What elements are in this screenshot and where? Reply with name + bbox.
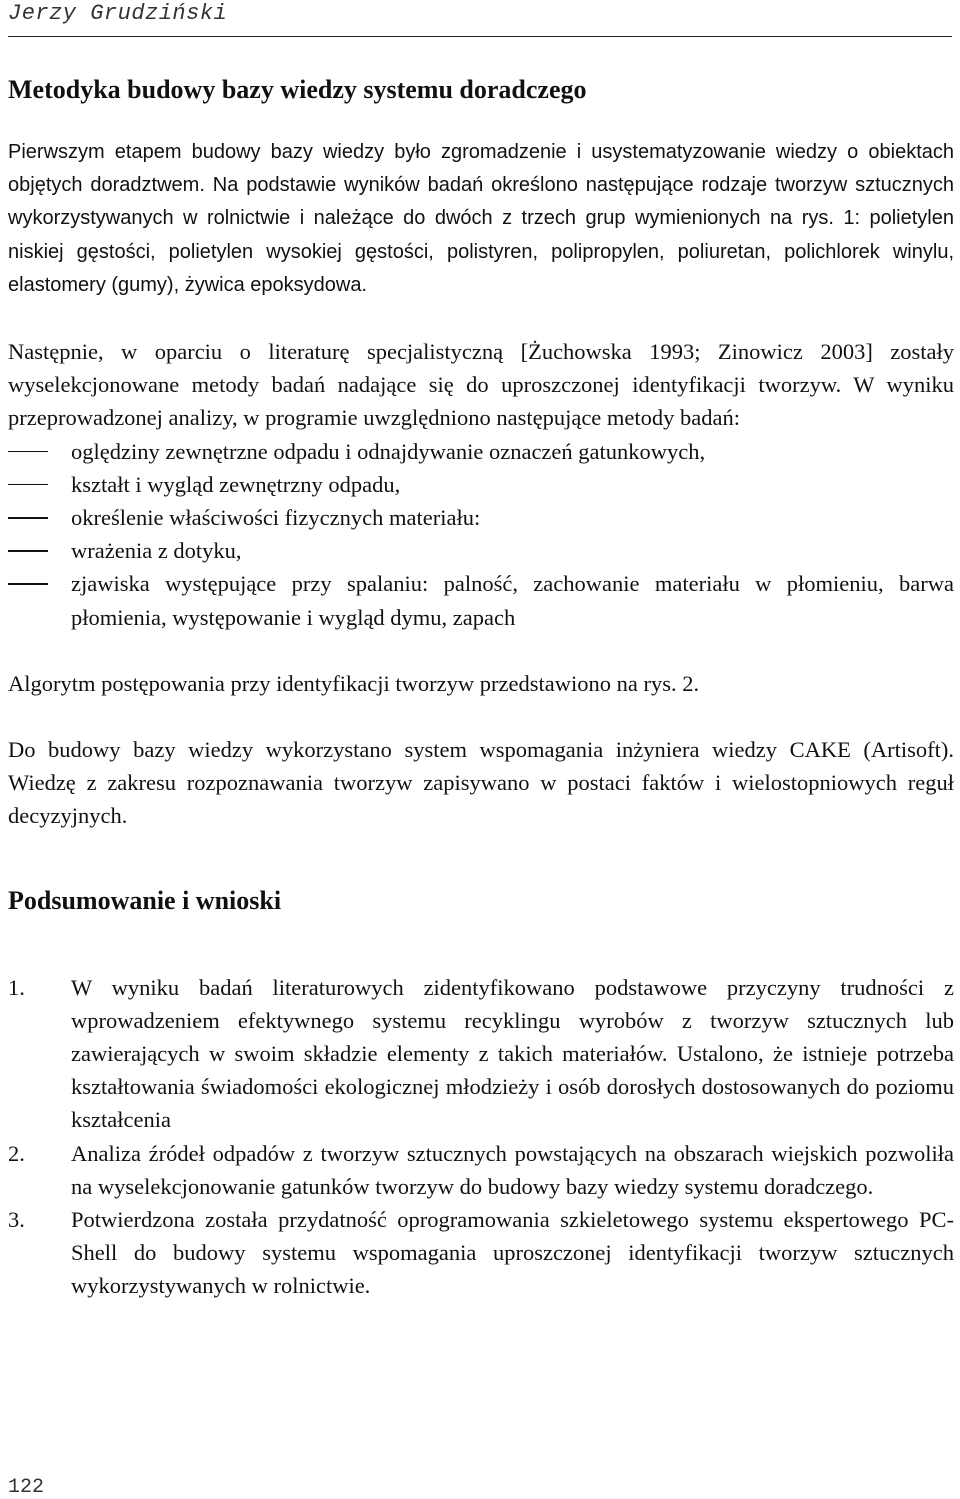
page-content: [8, 72, 954, 1303]
list-item-text: określenie właściwości fizycznych materiału:: [71, 505, 481, 531]
conclusion-text: Analiza źródeł odpadów z tworzyw sztucznych powstających na obszarach wiejskich pozwoliła na wyselekcjonowanie gatunków tworzyw do budowy bazy wiedzy systemu doradczego.: [71, 1140, 954, 1199]
dash-bullet: [8, 451, 48, 453]
list-item-text: zjawiska występujące przy spalaniu: palność, zachowanie materiału w płomieniu, barwa płomienia, występowanie i wygląd dymu, zapach: [71, 571, 954, 630]
dash-bullet: [8, 550, 48, 552]
list-item: [8, 501, 954, 534]
section-title-conclusions: Podsumowanie i wnioski: [8, 885, 282, 915]
list-item: [8, 468, 954, 501]
dash-bullet: [8, 484, 48, 486]
page-number: 122: [8, 1476, 45, 1499]
conclusion-number: 1.: [8, 974, 25, 1000]
list-item: [8, 435, 954, 468]
conclusion-item: [8, 1203, 954, 1303]
dash-bullet: [8, 517, 48, 519]
paragraph-plastics-types: Pierwszym etapem budowy bazy wiedzy było zgromadzenie i usystematyzowanie wiedzy o obiektach objętych doradztwem. Na podstawie wyników badań określono następujące rodzaje tworzyw sztucznych wykorzystywanych w rolnictwie i należące do dwóch z trzech grup wymienionych na rys. 1: polietylen niskiej gęstości, polietylen wysokiej gęstości, polistyren, polipropylen, poliuretan, polichlorek winylu, elastomery (gumy), żywica epoksydowa.: [8, 141, 954, 296]
paragraph-methods-intro: Następnie, w oparciu o literaturę specjalistyczną [Żuchowska 1993; Zinowicz 2003] zostały wyselekcjonowane metody badań nadające się do uproszczonej identyfikacji tworzyw. W wyniku przeprowadzonej analizy, w programie uwzględniono następujące metody badań:: [8, 339, 954, 431]
conclusion-item: [8, 1137, 954, 1203]
list-item-text: wrażenia z dotyku,: [71, 538, 242, 564]
methods-list: [8, 435, 954, 634]
conclusion-item: [8, 971, 954, 1137]
conclusions-list: [8, 971, 954, 1303]
conclusion-number: 3.: [8, 1207, 25, 1233]
list-item-text: oględziny zewnętrzne odpadu i odnajdywanie oznaczeń gatunkowych,: [71, 438, 706, 464]
dash-bullet: [8, 583, 48, 585]
paragraph-knowledge-base: Do budowy bazy wiedzy wykorzystano system wspomagania inżyniera wiedzy CAKE (Artisoft). Wiedzę z zakresu rozpoznawania tworzyw zapisywano w postaci faktów i wielostopniowych reguł decyzyjnych.: [8, 737, 954, 829]
conclusion-text: W wyniku badań literaturowych zidentyfikowano podstawowe przyczyny trudności z wprowadzeniem efektywnego systemu recyklingu wyrobów z tworzyw sztucznych lub zawierających w swoim składzie elementy z takich materiałów. Ustalono, że istnieje potrzeba kształtowania świadomości ekologicznej młodzieży i osób dorosłych dostosowanych do poziomu kształcenia: [71, 974, 954, 1133]
paragraph-algorithm: Algorytm postępowania przy identyfikacji tworzyw przedstawiono na rys. 2.: [8, 670, 700, 696]
conclusion-text: Potwierdzona została przydatność oprogramowania szkieletowego systemu ekspertowego PC-Shell do budowy systemu wspomagania uproszczonej identyfikacji tworzyw sztucznych wykorzystywanych w rolnictwie.: [71, 1207, 954, 1299]
conclusion-number: 2.: [8, 1140, 25, 1166]
list-item-text: kształt i wygląd zewnętrzny odpadu,: [71, 471, 401, 497]
list-item: [8, 567, 954, 633]
section-title-methodology: Metodyka budowy bazy wiedzy systemu doradczego: [8, 75, 587, 104]
header-author: Jerzy Grudziński: [8, 1, 228, 26]
list-item: [8, 534, 954, 567]
running-header: [8, 0, 952, 37]
